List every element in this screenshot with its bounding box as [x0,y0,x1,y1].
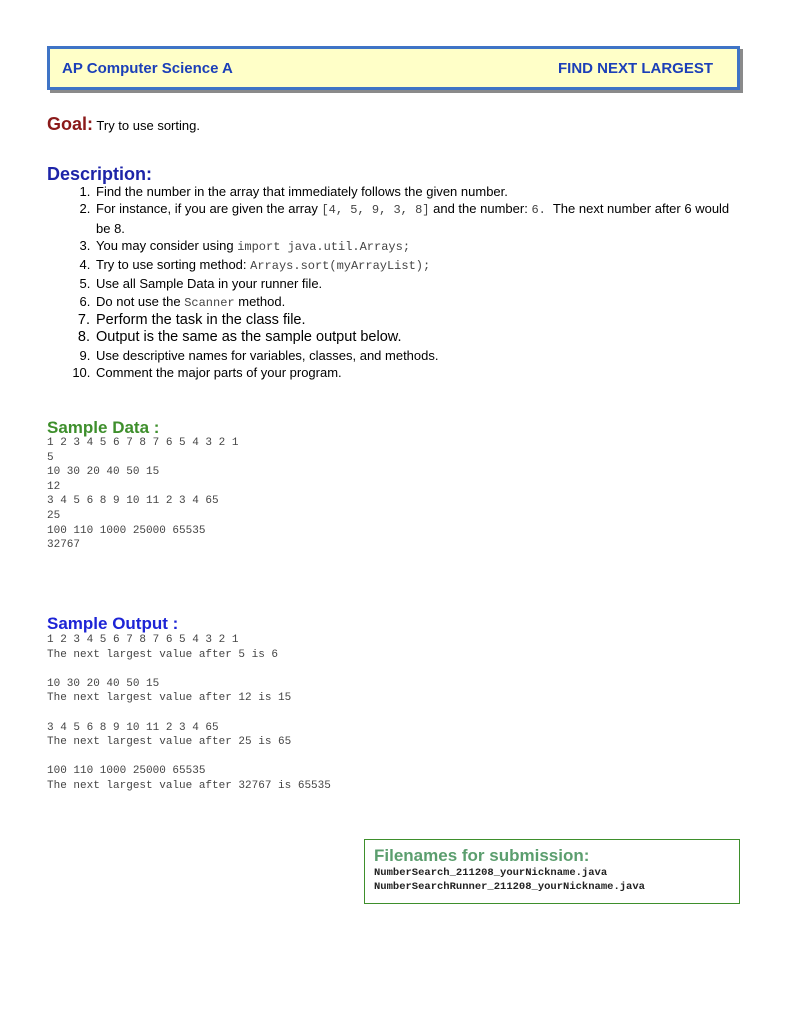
description-title: Description: [47,164,153,184]
header-banner [47,46,740,90]
list-item: 2. For instance, if you are given the array [4, 5, 9, 3, 8] and the number: 6. The next number after 6 would be 8. [94,200,747,237]
list-item: 1. Find the number in the array that immediately follows the given number. [94,183,747,200]
list-item: 6. Do not use the Scanner method. [94,293,747,312]
sample-output-title: Sample Output : [47,614,179,633]
list-item: 8. Output is the same as the sample output below. [94,329,747,346]
goal-label: Goal: [47,114,94,134]
filename-runner: NumberSearchRunner_211208_yourNickname.java [374,881,645,893]
assignment-title: FIND NEXT LARGEST [557,60,713,77]
list-item: 7. Perform the task in the class file. [94,312,747,329]
submission-box [364,839,740,904]
sample-data-block: 1 2 3 4 5 6 7 8 7 6 5 4 3 2 1 5 10 30 20 40 50 15 12 3 4 5 6 8 9 10 11 2 3 4 65 25 100 110 1000 25000 65535 32767 [47,437,239,552]
sample-output-block: 1 2 3 4 5 6 7 8 7 6 5 4 3 2 1 The next largest value after 5 is 6 10 30 20 40 50 15 The next largest value after 12 is 15 3 4 5 6 8 9 10 11 2 3 4 65 The next largest value after 25 is 65 100 110 1000 25000 65535 The next largest value after 32767 is 65535 [47,634,331,792]
filename-class: NumberSearch_211208_yourNickname.java [374,867,608,879]
list-item: 5. Use all Sample Data in your runner file. [94,275,747,292]
goal-section [47,114,200,135]
list-item: 10. Comment the major parts of your program. [94,364,747,381]
goal-text: Try to use sorting. [96,118,200,133]
course-title: AP Computer Science A [62,60,233,77]
submission-title: Filenames for submission: [374,846,590,865]
list-item: 9. Use descriptive names for variables, classes, and methods. [94,347,747,364]
description-list [47,183,747,381]
sample-data-title: Sample Data : [47,418,160,437]
list-item: 3. You may consider using import java.util.Arrays; [94,237,747,256]
list-item: 4. Try to use sorting method: Arrays.sort(myArrayList); [94,256,747,275]
